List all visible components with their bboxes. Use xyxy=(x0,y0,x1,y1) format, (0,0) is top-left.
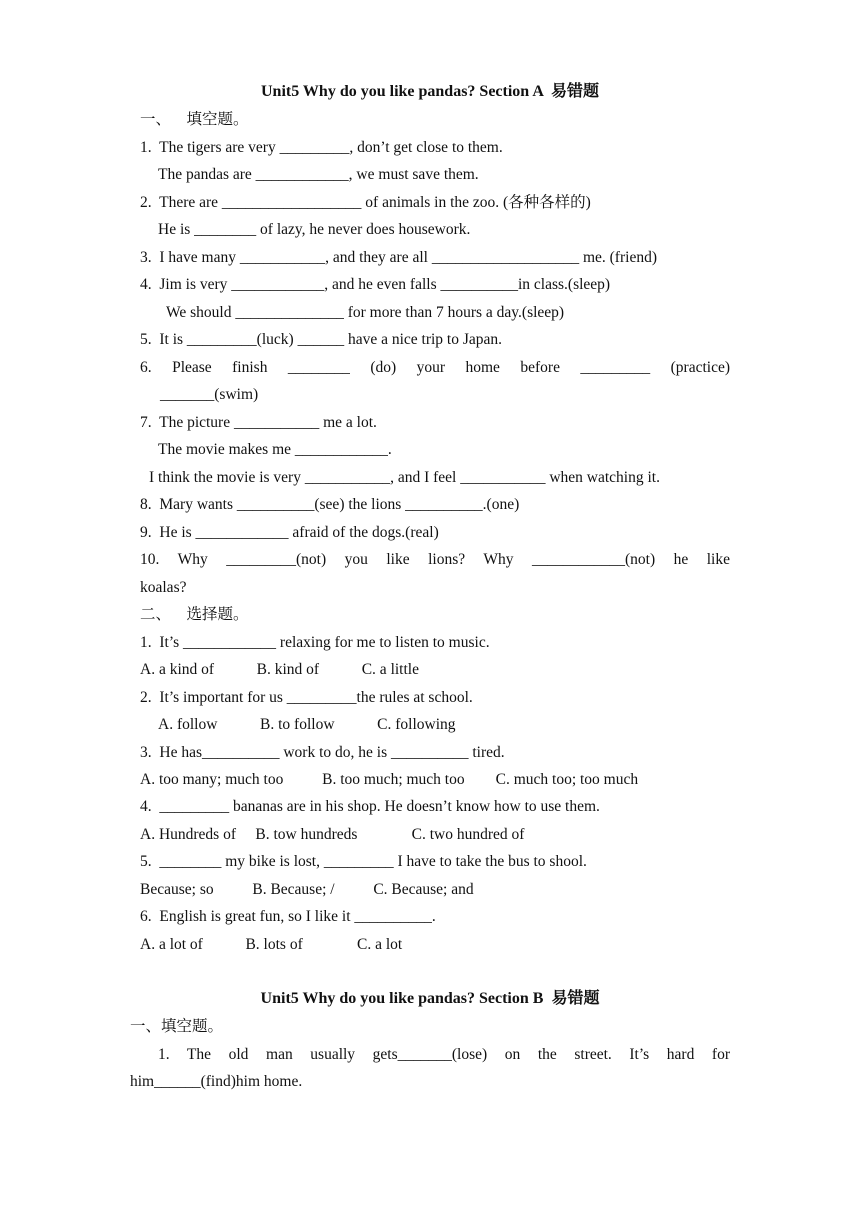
question-line: _______(swim) xyxy=(160,386,259,403)
section-b-part1-heading: 一、填空题。 xyxy=(130,1018,224,1035)
options-line: A. too many; much too B. too much; much too C. much too; too much xyxy=(140,771,639,788)
question-line: koalas? xyxy=(140,579,187,596)
question-line: 4. Jim is very ____________, and he even falls __________in class.(sleep) xyxy=(140,276,611,293)
question-line: 9. He is ____________ afraid of the dogs.(real) xyxy=(140,524,439,541)
question-line: The pandas are ____________, we must save them. xyxy=(158,166,479,183)
question-line: 1. The tigers are very _________, don’t get close to them. xyxy=(140,139,503,156)
question-line: I think the movie is very ___________, and I feel ___________ when watching it. xyxy=(149,469,660,486)
question-line: 4. _________ bananas are in his shop. He doesn’t know how to use them. xyxy=(140,798,600,815)
options-line: A. a lot of B. lots of C. a lot xyxy=(140,936,403,953)
question-line: 2. It’s important for us _________the rules at school. xyxy=(140,689,473,706)
question-line: him______(find)him home. xyxy=(130,1073,303,1090)
question-line: 8. Mary wants __________(see) the lions __________.(one) xyxy=(140,496,520,513)
question-line: 7. The picture ___________ me a lot. xyxy=(140,414,377,431)
options-line: A. Hundreds of B. tow hundreds C. two hundred of xyxy=(140,826,525,843)
question-line: We should ______________ for more than 7 hours a day.(sleep) xyxy=(166,304,565,321)
question-line: 1. The old man usually gets_______(lose) on the street. It’s hard for xyxy=(158,1046,730,1063)
question-line: 5. ________ my bike is lost, _________ I have to take the bus to shool. xyxy=(140,853,587,870)
section-a-part1-heading: 一、 填空题。 xyxy=(140,111,249,128)
question-line: 6. Please finish ________ (do) your home before _________ (practice) xyxy=(140,359,730,376)
question-line: 5. It is _________(luck) ______ have a nice trip to Japan. xyxy=(140,331,503,348)
question-line: He is ________ of lazy, he never does housework. xyxy=(158,221,471,238)
question-line: The movie makes me ____________. xyxy=(158,441,392,458)
options-line: A. follow B. to follow C. following xyxy=(158,716,456,733)
question-line: 10. Why _________(not) you like lions? Why ____________(not) he like xyxy=(140,551,730,568)
question-line: 3. He has__________ work to do, he is __________ tired. xyxy=(140,744,505,761)
question-line: 6. English is great fun, so I like it __________. xyxy=(140,908,436,925)
section-a-title: Unit5 Why do you like pandas? Section A 易错题 xyxy=(260,83,599,100)
question-line: 1. It’s ____________ relaxing for me to listen to music. xyxy=(140,634,490,651)
section-a-part2-heading: 二、 选择题。 xyxy=(140,606,249,623)
options-line: A. a kind of B. kind of C. a little xyxy=(140,661,419,678)
section-b-title: Unit5 Why do you like pandas? Section B 易错题 xyxy=(260,990,600,1007)
question-line: 2. There are __________________ of animals in the zoo. (各种各样的) xyxy=(140,194,591,211)
question-line: 3. I have many ___________, and they are all ___________________ me. (friend) xyxy=(140,249,657,266)
options-line: Because; so B. Because; / C. Because; and xyxy=(140,881,474,898)
